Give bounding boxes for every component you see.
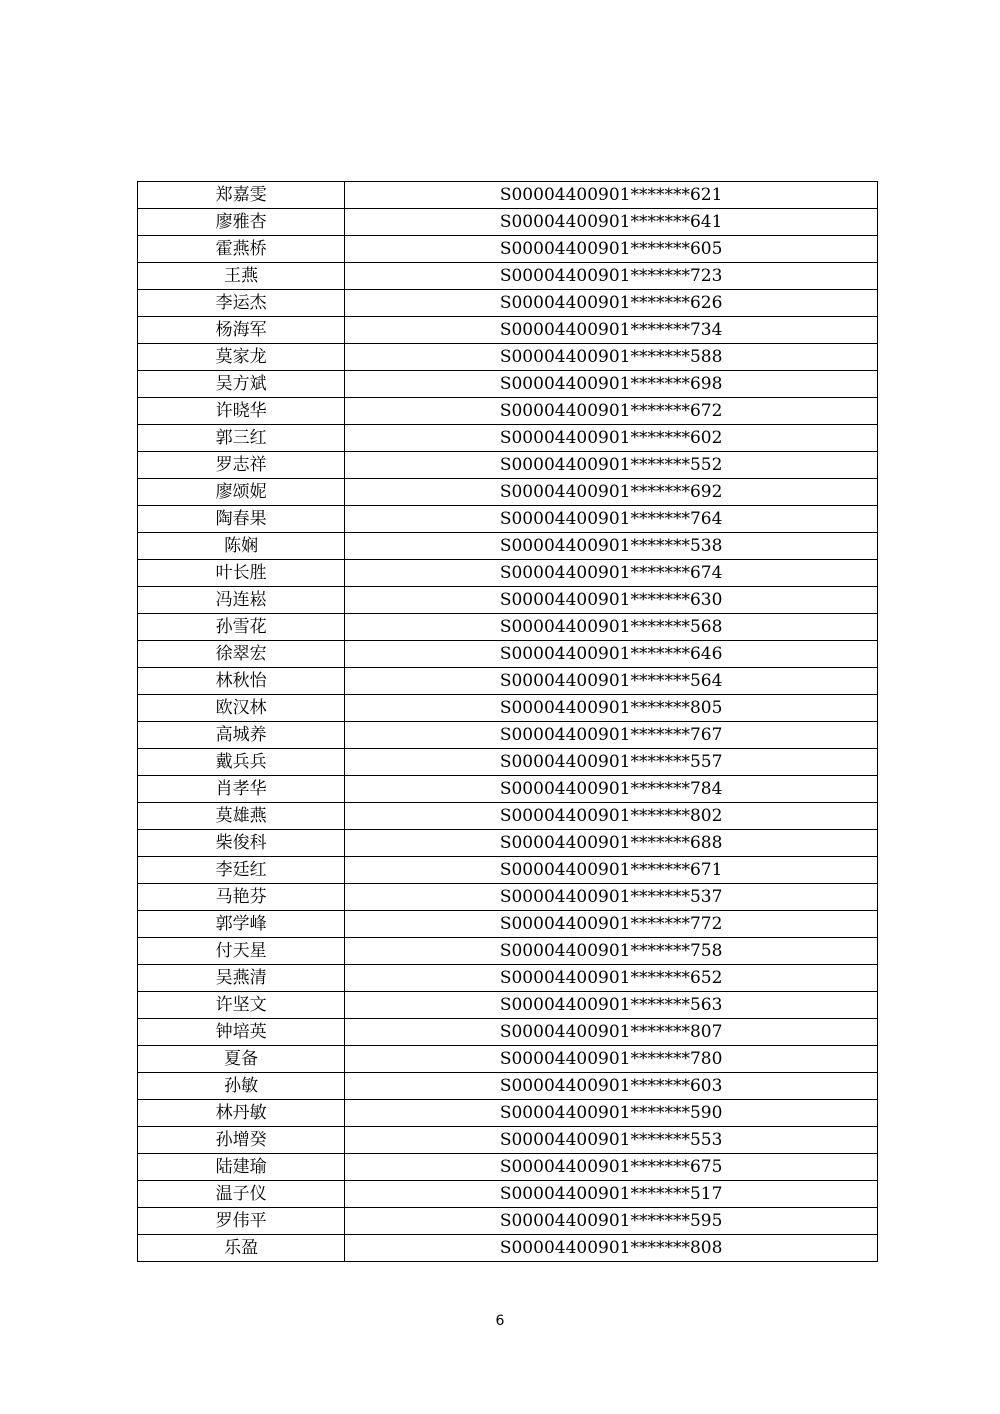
id-cell: S00004400901*******734	[345, 317, 878, 344]
name-cell: 孙敏	[138, 1073, 345, 1100]
name-cell: 莫家龙	[138, 344, 345, 371]
record-table	[137, 181, 878, 1262]
name-cell: 莫雄燕	[138, 803, 345, 830]
id-cell: S00004400901*******517	[345, 1181, 878, 1208]
table-row	[138, 722, 878, 749]
table-row	[138, 1235, 878, 1262]
table-body	[138, 182, 878, 1262]
name-cell: 温子仪	[138, 1181, 345, 1208]
name-cell: 钟培英	[138, 1019, 345, 1046]
name-cell: 戴兵兵	[138, 749, 345, 776]
name-cell: 廖颂妮	[138, 479, 345, 506]
id-cell: S00004400901*******723	[345, 263, 878, 290]
id-cell: S00004400901*******758	[345, 938, 878, 965]
table-row	[138, 830, 878, 857]
page-number: 6	[495, 1313, 505, 1329]
id-cell: S00004400901*******626	[345, 290, 878, 317]
id-cell: S00004400901*******646	[345, 641, 878, 668]
name-cell: 霍燕桥	[138, 236, 345, 263]
id-cell: S00004400901*******537	[345, 884, 878, 911]
name-cell: 许晓华	[138, 398, 345, 425]
table-row	[138, 1127, 878, 1154]
id-cell: S00004400901*******784	[345, 776, 878, 803]
id-cell: S00004400901*******557	[345, 749, 878, 776]
table-row	[138, 1154, 878, 1181]
table-row	[138, 1181, 878, 1208]
id-cell: S00004400901*******767	[345, 722, 878, 749]
name-cell: 乐盈	[138, 1235, 345, 1262]
id-cell: S00004400901*******563	[345, 992, 878, 1019]
table-row	[138, 398, 878, 425]
id-cell: S00004400901*******675	[345, 1154, 878, 1181]
table-row	[138, 911, 878, 938]
id-cell: S00004400901*******698	[345, 371, 878, 398]
id-cell: S00004400901*******671	[345, 857, 878, 884]
id-cell: S00004400901*******602	[345, 425, 878, 452]
id-cell: S00004400901*******603	[345, 1073, 878, 1100]
id-cell: S00004400901*******772	[345, 911, 878, 938]
name-cell: 罗伟平	[138, 1208, 345, 1235]
id-cell: S00004400901*******568	[345, 614, 878, 641]
id-cell: S00004400901*******805	[345, 695, 878, 722]
name-cell: 孙雪花	[138, 614, 345, 641]
table-row	[138, 263, 878, 290]
id-cell: S00004400901*******564	[345, 668, 878, 695]
name-cell: 肖孝华	[138, 776, 345, 803]
table-row	[138, 182, 878, 209]
id-cell: S00004400901*******674	[345, 560, 878, 587]
id-cell: S00004400901*******641	[345, 209, 878, 236]
table-row	[138, 1100, 878, 1127]
table-row	[138, 1019, 878, 1046]
name-cell: 吴方斌	[138, 371, 345, 398]
table-row	[138, 587, 878, 614]
table-row	[138, 479, 878, 506]
name-cell: 欧汉林	[138, 695, 345, 722]
table-row	[138, 452, 878, 479]
id-cell: S00004400901*******538	[345, 533, 878, 560]
name-cell: 王燕	[138, 263, 345, 290]
name-cell: 郭三红	[138, 425, 345, 452]
name-cell: 付天星	[138, 938, 345, 965]
table-row	[138, 857, 878, 884]
table-row	[138, 371, 878, 398]
table-row	[138, 506, 878, 533]
name-cell: 郑嘉雯	[138, 182, 345, 209]
id-cell: S00004400901*******802	[345, 803, 878, 830]
id-cell: S00004400901*******621	[345, 182, 878, 209]
table-row	[138, 695, 878, 722]
id-cell: S00004400901*******553	[345, 1127, 878, 1154]
id-cell: S00004400901*******808	[345, 1235, 878, 1262]
name-cell: 孙增癸	[138, 1127, 345, 1154]
id-cell: S00004400901*******590	[345, 1100, 878, 1127]
id-cell: S00004400901*******588	[345, 344, 878, 371]
table-row	[138, 884, 878, 911]
id-cell: S00004400901*******595	[345, 1208, 878, 1235]
name-cell: 郭学峰	[138, 911, 345, 938]
id-cell: S00004400901*******807	[345, 1019, 878, 1046]
table-row	[138, 317, 878, 344]
table-row	[138, 776, 878, 803]
table-row	[138, 290, 878, 317]
table-row	[138, 803, 878, 830]
table-row	[138, 1046, 878, 1073]
name-cell: 林丹敏	[138, 1100, 345, 1127]
table-row	[138, 533, 878, 560]
name-cell: 马艳芬	[138, 884, 345, 911]
name-cell: 廖雅杏	[138, 209, 345, 236]
name-cell: 李廷红	[138, 857, 345, 884]
table-row	[138, 560, 878, 587]
id-cell: S00004400901*******692	[345, 479, 878, 506]
id-cell: S00004400901*******672	[345, 398, 878, 425]
table-row	[138, 668, 878, 695]
table-row	[138, 425, 878, 452]
id-cell: S00004400901*******630	[345, 587, 878, 614]
table-row	[138, 965, 878, 992]
id-cell: S00004400901*******552	[345, 452, 878, 479]
name-cell: 林秋怡	[138, 668, 345, 695]
table-row	[138, 992, 878, 1019]
table-row	[138, 1208, 878, 1235]
name-cell: 罗志祥	[138, 452, 345, 479]
name-cell: 叶长胜	[138, 560, 345, 587]
table-row	[138, 236, 878, 263]
name-cell: 冯连崧	[138, 587, 345, 614]
id-cell: S00004400901*******688	[345, 830, 878, 857]
id-cell: S00004400901*******605	[345, 236, 878, 263]
table-row	[138, 614, 878, 641]
table-row	[138, 209, 878, 236]
table-row	[138, 641, 878, 668]
name-cell: 徐翠宏	[138, 641, 345, 668]
id-cell: S00004400901*******764	[345, 506, 878, 533]
name-cell: 陶春果	[138, 506, 345, 533]
name-cell: 陈娴	[138, 533, 345, 560]
table-row	[138, 749, 878, 776]
name-cell: 柴俊科	[138, 830, 345, 857]
table-row	[138, 1073, 878, 1100]
name-cell: 陆建瑜	[138, 1154, 345, 1181]
name-cell: 夏备	[138, 1046, 345, 1073]
id-cell: S00004400901*******652	[345, 965, 878, 992]
table-row	[138, 344, 878, 371]
name-cell: 高城养	[138, 722, 345, 749]
name-cell: 李运杰	[138, 290, 345, 317]
name-cell: 吴燕清	[138, 965, 345, 992]
id-cell: S00004400901*******780	[345, 1046, 878, 1073]
name-cell: 许坚文	[138, 992, 345, 1019]
table-row	[138, 938, 878, 965]
name-cell: 杨海军	[138, 317, 345, 344]
